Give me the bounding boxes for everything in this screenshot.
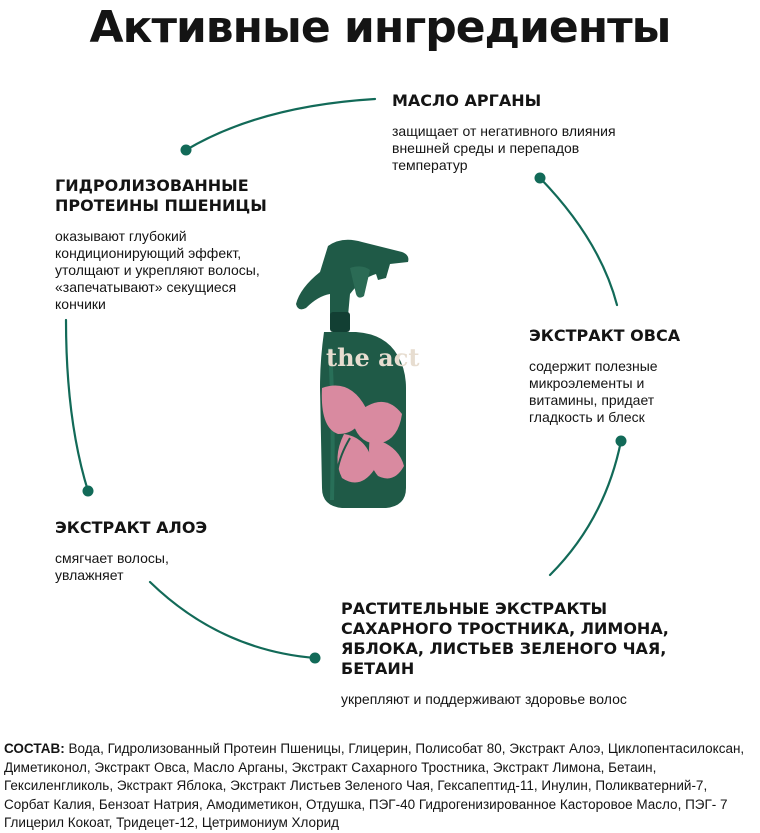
arc-right-lower: [550, 441, 621, 575]
composition-text: [4, 740, 756, 833]
product-bottle-image: [290, 238, 420, 510]
arc-right-upper: [540, 178, 617, 305]
ingredient-description: содержит полезные микроэлементы и витамины, придает гладкость и блеск: [529, 358, 658, 425]
ingredient-argan-oil: [392, 91, 662, 174]
composition-label: СОСТАВ:: [4, 741, 65, 756]
bottle-brand: the act: [326, 343, 420, 372]
bottle-neck: [330, 312, 350, 332]
dot-bottom: [310, 653, 321, 664]
ingredient-oat-extract: [529, 326, 729, 426]
dot-top-left: [181, 145, 192, 156]
sprayer-head: [296, 240, 408, 316]
ingredient-description: укрепляют и поддерживают здоровье волос: [341, 691, 627, 707]
dot-left: [83, 486, 94, 497]
ingredient-title: МАСЛО АРГАНЫ: [392, 91, 542, 110]
arc-left: [66, 320, 88, 491]
ingredient-title: ЭКСТРАКТ ОВСА: [529, 326, 681, 345]
ingredient-title: ЭКСТРАКТ АЛОЭ: [55, 518, 208, 537]
dot-right: [616, 436, 627, 447]
composition-list: Вода, Гидролизованный Протеин Пшеницы, Глицерин, Полисобат 80, Экстракт Алоэ, Циклопентасилоксан, Диметиконол, Экстракт Овса, Масло Арганы, Экстракт Сахарного Тростника, Экстракт Лимона, Бетаин, Гексиленгликоль, Экстракт Яблока, Экстракт Листьев Зеленого Чая, Гексапептид-11, Инулин, Поликватерний-7, Сорбат Калия, Бензоат Натрия, Амодиметикон, Отдушка, ПЭГ-40 Гидрогенизированное Касторовое Масло, ПЭГ- 7 Глицерил Кокоат, Тридецет-12, Цетримониум Хлорид: [4, 741, 745, 830]
ingredient-title: РАСТИТЕЛЬНЫЕ ЭКСТРАКТЫ САХАРНОГО ТРОСТНИКА, ЛИМОНА, ЯБЛОКА, ЛИСТЬЕВ ЗЕЛЕНОГО ЧАЯ, БЕТАИН: [341, 599, 669, 678]
ingredient-aloe-extract: [55, 518, 255, 584]
ingredient-description: оказывают глубокий кондиционирующий эффект, утолщают и укрепляют волосы, «запечатывают» секущиеся кончики: [55, 228, 260, 312]
dot-top-right: [535, 173, 546, 184]
ingredient-description: смягчает волосы, увлажняет: [55, 550, 169, 583]
ingredient-title: ГИДРОЛИЗОВАННЫЕ ПРОТЕИНЫ ПШЕНИЦЫ: [55, 176, 267, 215]
ingredient-description: защищает от негативного влияния внешней среды и перепадов температур: [392, 123, 616, 173]
page-title: Активные ингредиенты: [89, 2, 671, 53]
ingredient-wheat-proteins: [55, 176, 295, 313]
ingredient-plant-extracts: [341, 599, 681, 708]
arc-top-left: [186, 99, 375, 150]
arc-bottom-left: [150, 582, 315, 658]
